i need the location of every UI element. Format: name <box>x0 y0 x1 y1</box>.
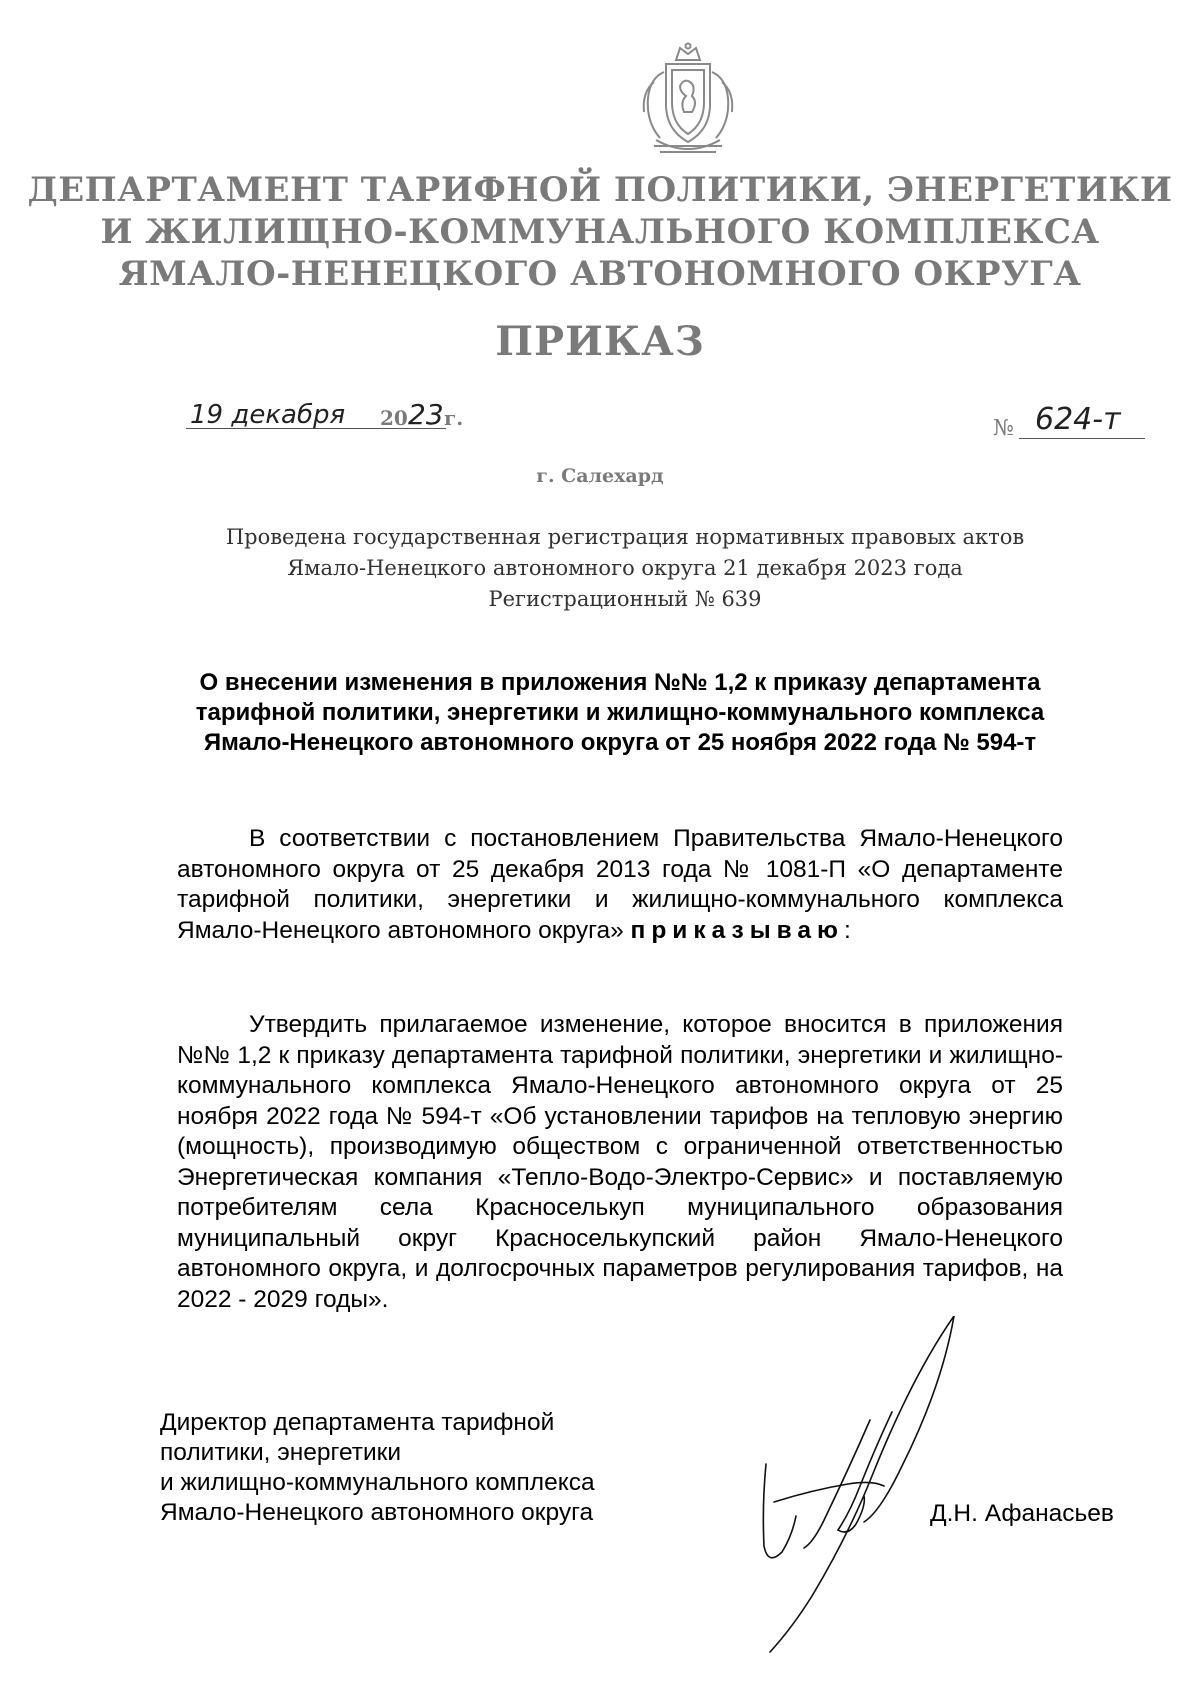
city: г. Салехард <box>536 465 664 487</box>
yanao-coat-of-arms-icon <box>636 42 740 160</box>
year-handwritten: 23 <box>408 398 444 431</box>
department-name-line-3: ЯМАЛО-НЕНЕЦКОГО АВТОНОМНОГО ОКРУГА <box>118 254 1082 294</box>
order-word: приказываю <box>630 916 844 944</box>
order-colon: : <box>843 916 851 944</box>
registration-line-3: Регистрационный № 639 <box>488 587 762 611</box>
signer-position-line-4: Ямало-Ненецкого автономного округа <box>160 1499 594 1526</box>
signer-position-line-3: и жилищно-коммунального комплекса <box>160 1469 595 1496</box>
signer-position-line-2: политики, энергетики <box>160 1439 402 1466</box>
signer-name: Д.Н. Афанасьев <box>930 1500 1114 1527</box>
document-type-title: ПРИКАЗ <box>495 318 705 365</box>
operative-paragraph: Утвердить прилагаемое изменение, которое вносится в приложения №№ 1,2 к приказу департамента тарифной политики, энергетики и жилищно-коммунального комплекса Ямало-Ненецкого автономного округа от 25 ноября 2022 года № 594-т «Об установлении тарифов на тепловую энергию (мощность), производимую обществом с ограниченной ответственностью Энергетическая компания «Тепло-Водо-Электро-Сервис» и поставляемую потребителям села Красноселькуп муниципального образования муниципальный округ Красноселькупский район Ямало-Ненецкого автономного округа, и долгосрочных параметров регулирования тарифов, на 2022 - 2029 годы». <box>177 1011 1063 1313</box>
year-suffix: г. <box>444 406 464 430</box>
year-prefix: 20 <box>380 406 408 430</box>
department-name-line-2: И ЖИЛИЩНО-КОММУНАЛЬНОГО КОМПЛЕКСА <box>100 212 1100 252</box>
preamble-text: В соответствии с постановлением Правительства Ямало-Ненецкого автономного округа от 25 декабря 2013 года № 1081-П «О департаменте тарифной политики, энергетики и жилищно-коммунального комплекса Ямало-Ненецкого автономного округа» <box>177 825 1063 944</box>
handwritten-signature <box>752 1316 982 1656</box>
preamble-paragraph <box>177 824 1063 946</box>
signer-position <box>160 1408 720 1528</box>
registration-line-1: Проведена государственная регистрация нормативных правовых актов <box>225 525 1025 549</box>
registration-line-2: Ямало-Ненецкого автономного округа 21 декабря 2023 года <box>287 556 963 580</box>
signer-position-line-1: Директор департамента тарифной <box>160 1409 555 1436</box>
department-name-line-1: ДЕПАРТАМЕНТ ТАРИФНОЙ ПОЛИТИКИ, ЭНЕРГЕТИКИ <box>27 170 1173 210</box>
number-underline <box>1019 438 1145 439</box>
order-subject: О внесении изменения в приложения №№ 1,2 к приказу департамента тарифной политики, энергетики и жилищно-коммунального комплекса Ямало-Ненецкого автономного округа от 25 ноября 2022 года № 594-т <box>195 669 1045 756</box>
registration-stamp <box>200 522 1050 615</box>
date-handwritten: 19 декабря <box>190 400 346 430</box>
number-label: № <box>993 416 1014 441</box>
order-number <box>993 402 1163 452</box>
number-handwritten: 624-т <box>1035 402 1121 437</box>
order-date <box>186 398 466 458</box>
